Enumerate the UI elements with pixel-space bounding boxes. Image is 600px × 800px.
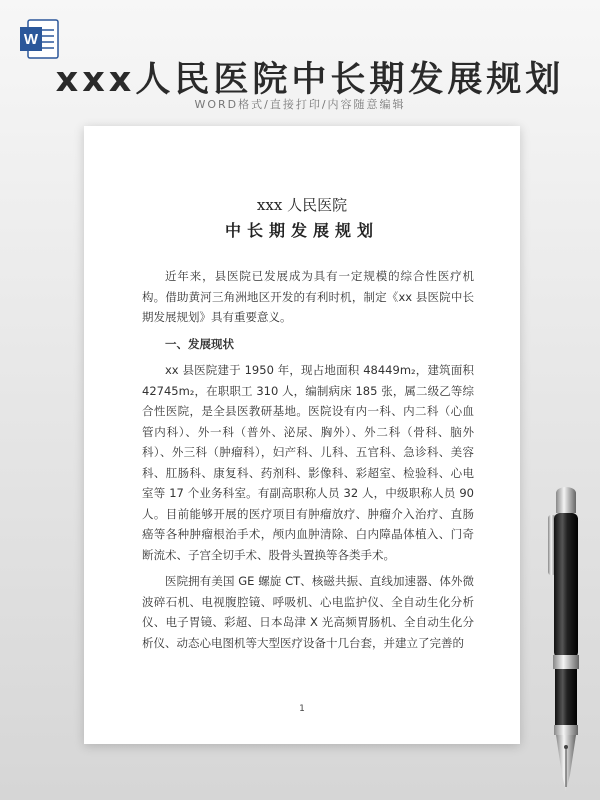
document-page [84, 126, 520, 744]
document-body [142, 266, 474, 659]
section-heading: 一、发展现状 [165, 336, 234, 351]
fountain-pen-icon [530, 485, 590, 795]
page-title: xxx人民医院中长期发展规划 [55, 60, 565, 100]
paragraph-status: xx 县医院建于 1950 年，现占地面积 48449m₂，建筑面积 42745m₂，在职职工 310 人，编制病床 185 张，属二级乙等综合性医院，是全县医教研基地。医院设有内一科、内二科（心血管内科）、外一科（普外、泌尿、胸外）、外二科（骨科、脑外科）、外三科（肿瘤科），妇产科、儿科、五官科、急诊科、美容科、肛肠科、康复科、药剂科、影像科、彩超室、检验科、心电室等 17 个业务科室。有副高职称人员 32 人，中级职称人员 90 人。目前能够开展的医疗项目有肿瘤放疗、肿瘤介入治疗、直肠癌等各种肿瘤根治手术，颅内血肿清除、白内障晶体植入、门奇断流术、子宫全切手术、股骨头置换等各类手术。 [142, 363, 474, 562]
header [0, 0, 600, 120]
document-title-line1: xxx 人民医院 [256, 196, 348, 214]
page-subtitle: WORD格式/直接打印/内容随意编辑 [194, 98, 406, 111]
svg-text:W: W [23, 31, 39, 48]
paragraph-equipment: 医院拥有美国 GE 螺旋 CT、核磁共振、直线加速器、体外微波碎石机、电视腹腔镜、呼吸机、心电监护仪、全自动生化分析仪、电子胃镜、彩超、日本岛津 X 光高频胃肠机、全自动生化分析仪、动态心电图机等大型医疗设备十几台套，并建立了完善的 [142, 574, 474, 650]
paragraph-intro: 近年来，县医院已发展成为具有一定规模的综合性医疗机构。借助黄河三角洲地区开发的有利时机，制定《xx 县医院中长期发展规划》具有重要意义。 [142, 269, 474, 324]
page-number: 1 [299, 704, 305, 714]
document-title-line2: 中长期发展规划 [224, 221, 379, 240]
